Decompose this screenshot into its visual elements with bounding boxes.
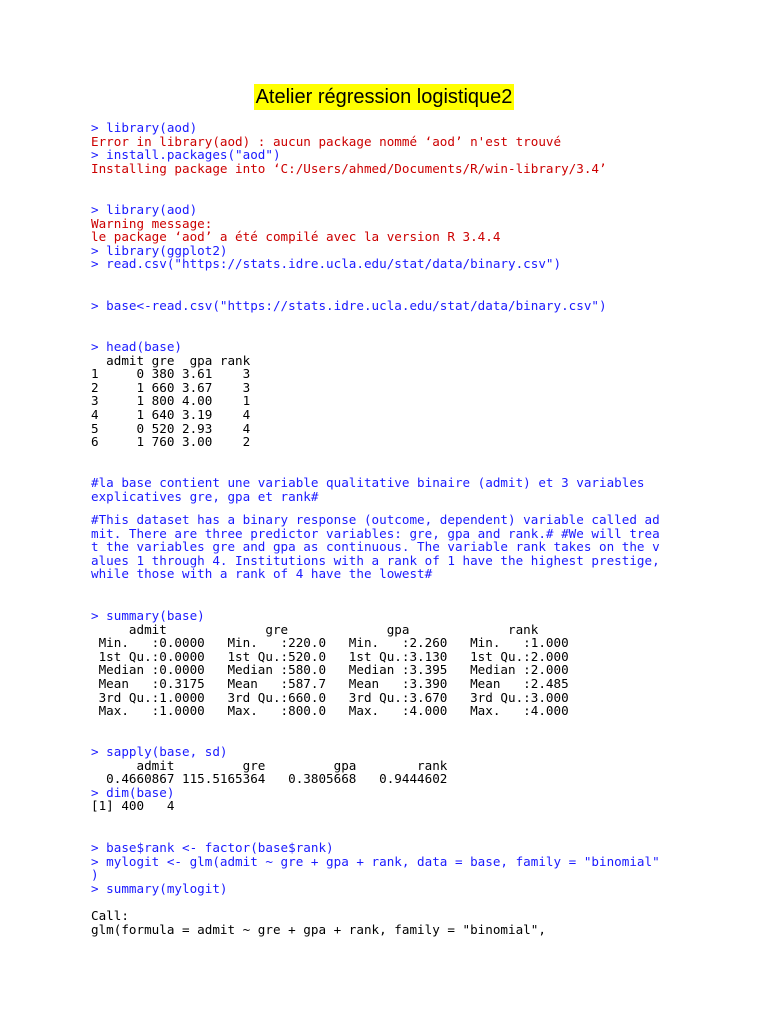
console-output-line: Max. :1.0000 Max. :800.0 Max. :4.000 Max. :4.000	[91, 703, 584, 719]
code-block	[91, 745, 691, 813]
console-command-line: #la base contient une variable qualitative binaire (admit) et 3 variables	[91, 475, 645, 490]
console-output-line: 1st Qu.:0.0000 1st Qu.:520.0 1st Qu.:3.130 1st Qu.:2.000	[91, 648, 584, 664]
code-block	[91, 340, 691, 449]
console-message-line: Installing package into ‘C:/Users/ahmed/Documents/R/win-library/3.4’	[91, 160, 607, 176]
console-output-line: [1] 400 4	[91, 798, 175, 814]
console-command-line: > base<-read.csv("https://stats.idre.ucla.edu/stat/data/binary.csv")	[91, 298, 607, 313]
console-output-line: 3rd Qu.:1.0000 3rd Qu.:660.0 3rd Qu.:3.670 3rd Qu.:3.000	[91, 689, 584, 705]
console-command-line: > library(aod)	[91, 202, 198, 217]
console-output-line: Median :0.0000 Median :580.0 Median :3.395 Median :2.000	[91, 662, 584, 678]
console-output-line: 0.4660867 115.5165364 0.3805668 0.9444602	[91, 771, 455, 787]
console-output-line: 4 1 640 3.19 4	[91, 406, 251, 422]
code-block	[91, 476, 691, 503]
console-output-line: 1 0 380 3.61 3	[91, 366, 251, 382]
console-command-line: alues 1 through 4. Institutions with a rank of 1 have the highest prestige,	[91, 552, 660, 568]
code-block	[91, 121, 691, 175]
console-command-line: > sapply(base, sd)	[91, 744, 228, 759]
code-block	[91, 609, 691, 718]
code-block	[91, 841, 691, 895]
code-block	[91, 299, 691, 313]
code-block	[91, 203, 691, 271]
console-output-line: 3 1 800 4.00 1	[91, 393, 251, 409]
page-title: Atelier régression logistique2	[255, 86, 513, 108]
console-command-line: explicatives gre, gpa et rank#	[91, 488, 319, 504]
console-output-line: Mean :0.3175 Mean :587.7 Mean :3.390 Mean :2.485	[91, 675, 584, 691]
console-output-line: Call:	[91, 908, 129, 923]
console-command-line: )	[91, 867, 99, 883]
console-command-line: > install.packages("aod")	[91, 147, 281, 163]
console-output-line: admit gre gpa rank	[91, 352, 251, 368]
console-command-line: #This dataset has a binary response (outcome, dependent) variable called ad	[91, 512, 660, 527]
console-output-line: Min. :0.0000 Min. :220.0 Min. :2.260 Min. :1.000	[91, 635, 584, 651]
console-message-line: Warning message:	[91, 215, 213, 231]
console-command-line: > dim(base)	[91, 784, 175, 800]
console-output-line: 2 1 660 3.67 3	[91, 379, 251, 395]
console-output-line: 6 1 760 3.00 2	[91, 434, 251, 450]
console-output-line: admit gre gpa rank	[91, 757, 455, 773]
console-command-line: > library(aod)	[91, 120, 198, 135]
console-command-line: > summary(mylogit)	[91, 880, 228, 896]
console-command-line: > head(base)	[91, 339, 182, 354]
console-command-line: > library(ggplot2)	[91, 242, 228, 258]
console-command-line: mit. There are three predictor variables: gre, gpa and rank.# #We will trea	[91, 525, 660, 541]
console-message-line: Error in library(aod) : aucun package nommé ‘aod’ n'est trouvé	[91, 133, 562, 149]
console-command-line: > summary(base)	[91, 608, 205, 623]
console-command-line: t the variables gre and gpa as continuous. The variable rank takes on the v	[91, 539, 660, 555]
console-command-line: > base$rank <- factor(base$rank)	[91, 840, 334, 855]
console-output-line: glm(formula = admit ~ gre + gpa + rank, family = "binomial",	[91, 921, 546, 937]
console-output-line: 5 0 520 2.93 4	[91, 420, 251, 436]
title-wrapper	[0, 84, 768, 110]
console-command-line: > mylogit <- glm(admit ~ gre + gpa + rank, data = base, family = "binomial"	[91, 853, 660, 869]
console-command-line: while those with a rank of 4 have the lowest#	[91, 566, 433, 582]
console-command-line: > read.csv("https://stats.idre.ucla.edu/stat/data/binary.csv")	[91, 256, 562, 272]
code-block	[91, 909, 691, 936]
code-block	[91, 513, 691, 581]
console-output-line: admit gre gpa rank	[91, 621, 584, 637]
console-message-line: le package ‘aod’ a été compilé avec la version R 3.4.4	[91, 229, 501, 245]
